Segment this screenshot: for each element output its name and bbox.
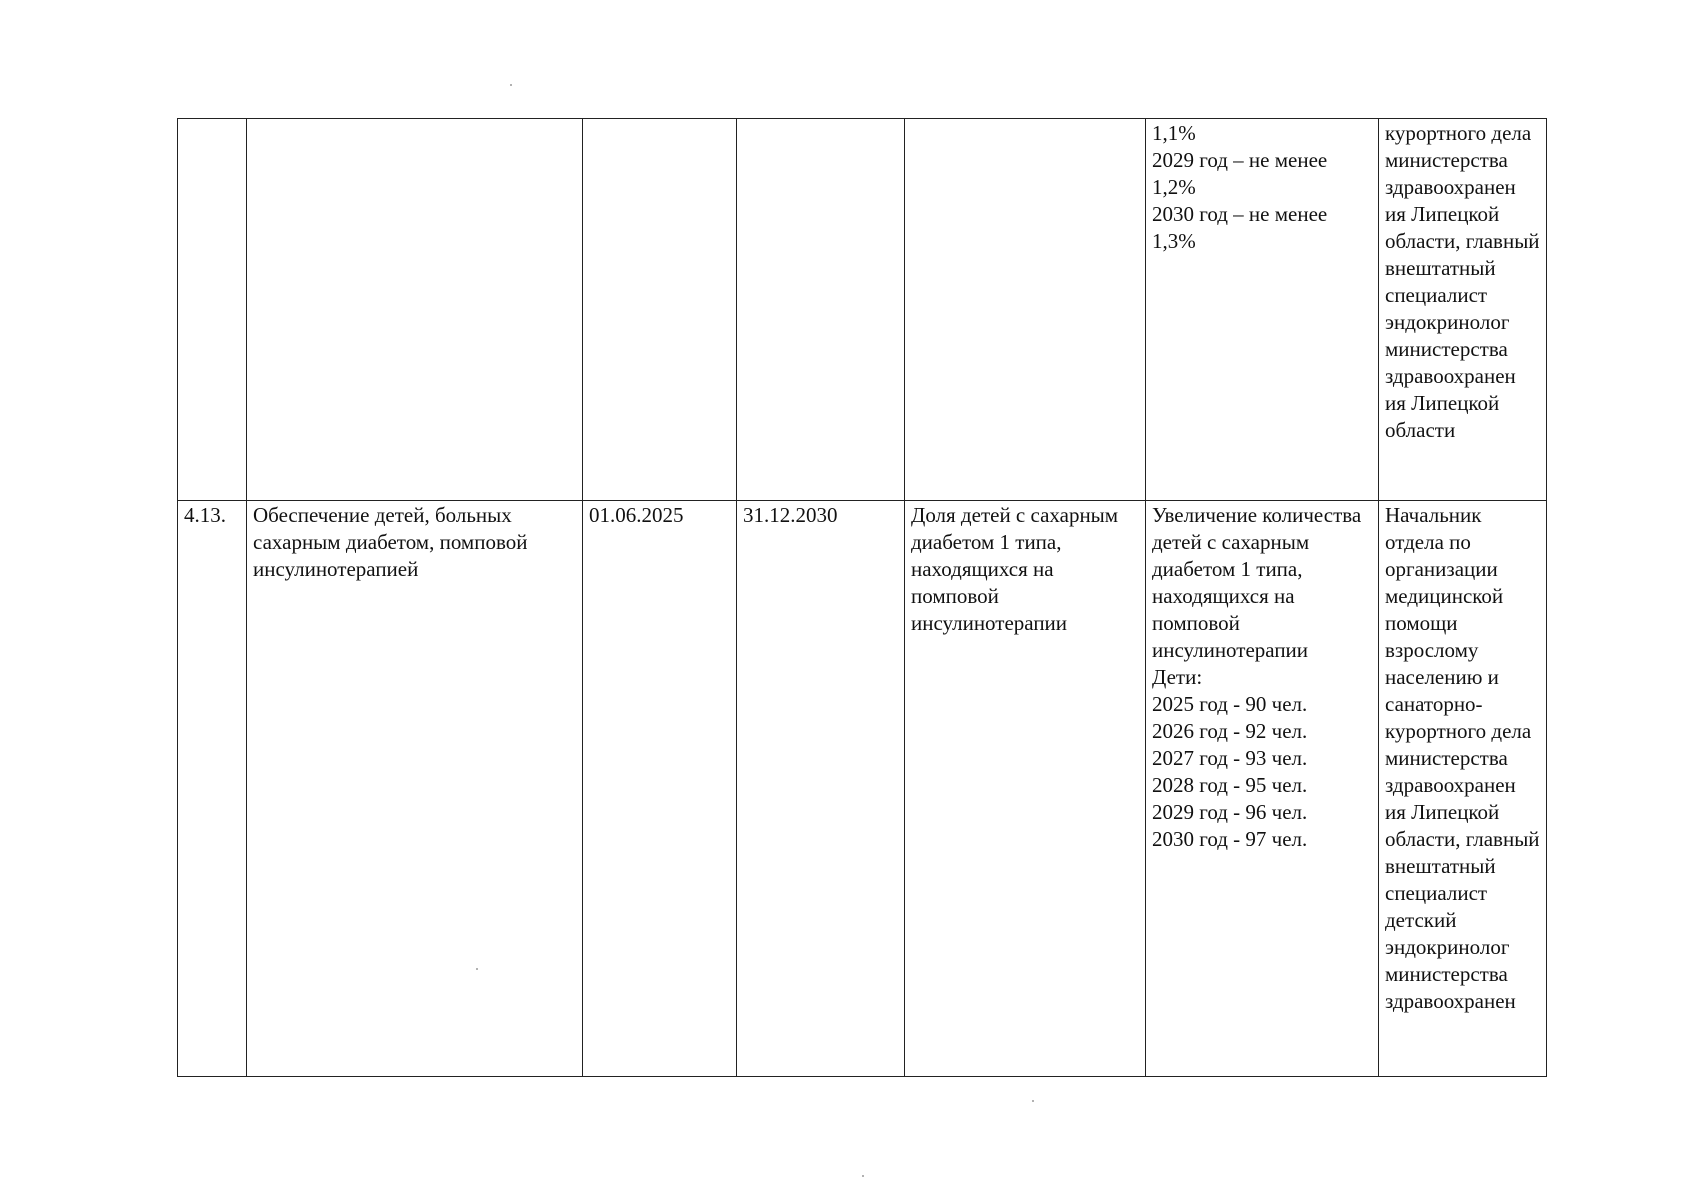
row-number-cell: 4.13. [178, 501, 247, 1077]
indicator-cell: Доля детей с сахарным диабетом 1 типа, находящихся на помповой инсулинотерапии [905, 501, 1146, 1077]
scan-speck [510, 84, 512, 86]
end-date-cell: 31.12.2030 [737, 501, 905, 1077]
scan-speck [862, 1175, 864, 1177]
table-row [178, 119, 1547, 501]
scan-speck [1032, 1100, 1034, 1102]
responsible-cell: курортного дела министерства здравоохранен ия Липецкой области, главный внештатный специалист эндокринолог министерства здравоохранен ия Липецкой области [1379, 119, 1547, 501]
result-cell: 1,1% 2029 год – не менее 1,2% 2030 год – не менее 1,3% [1146, 119, 1379, 501]
indicator-cell [905, 119, 1146, 501]
measures-table [177, 118, 1547, 1077]
start-date-cell [583, 119, 737, 501]
scan-speck [476, 968, 478, 970]
start-date-cell: 01.06.2025 [583, 501, 737, 1077]
responsible-cell: Начальник отдела по организации медицинской помощи взрослому населению и санаторно-курортного дела министерства здравоохранен ия Липецкой области, главный внештатный специалист детский эндокринолог министерства здравоохранен [1379, 501, 1547, 1077]
row-number-cell [178, 119, 247, 501]
result-cell: Увеличение количества детей с сахарным диабетом 1 типа, находящихся на помповой инсулинотерапии Дети: 2025 год - 90 чел. 2026 год - 92 чел. 2027 год - 93 чел. 2028 год - 95 чел. 2029 год - 96 чел. 2030 год - 97 чел. [1146, 501, 1379, 1077]
measure-cell: Обеспечение детей, больных сахарным диабетом, помповой инсулинотерапией [247, 501, 583, 1077]
end-date-cell [737, 119, 905, 501]
table-row [178, 501, 1547, 1077]
measure-cell [247, 119, 583, 501]
